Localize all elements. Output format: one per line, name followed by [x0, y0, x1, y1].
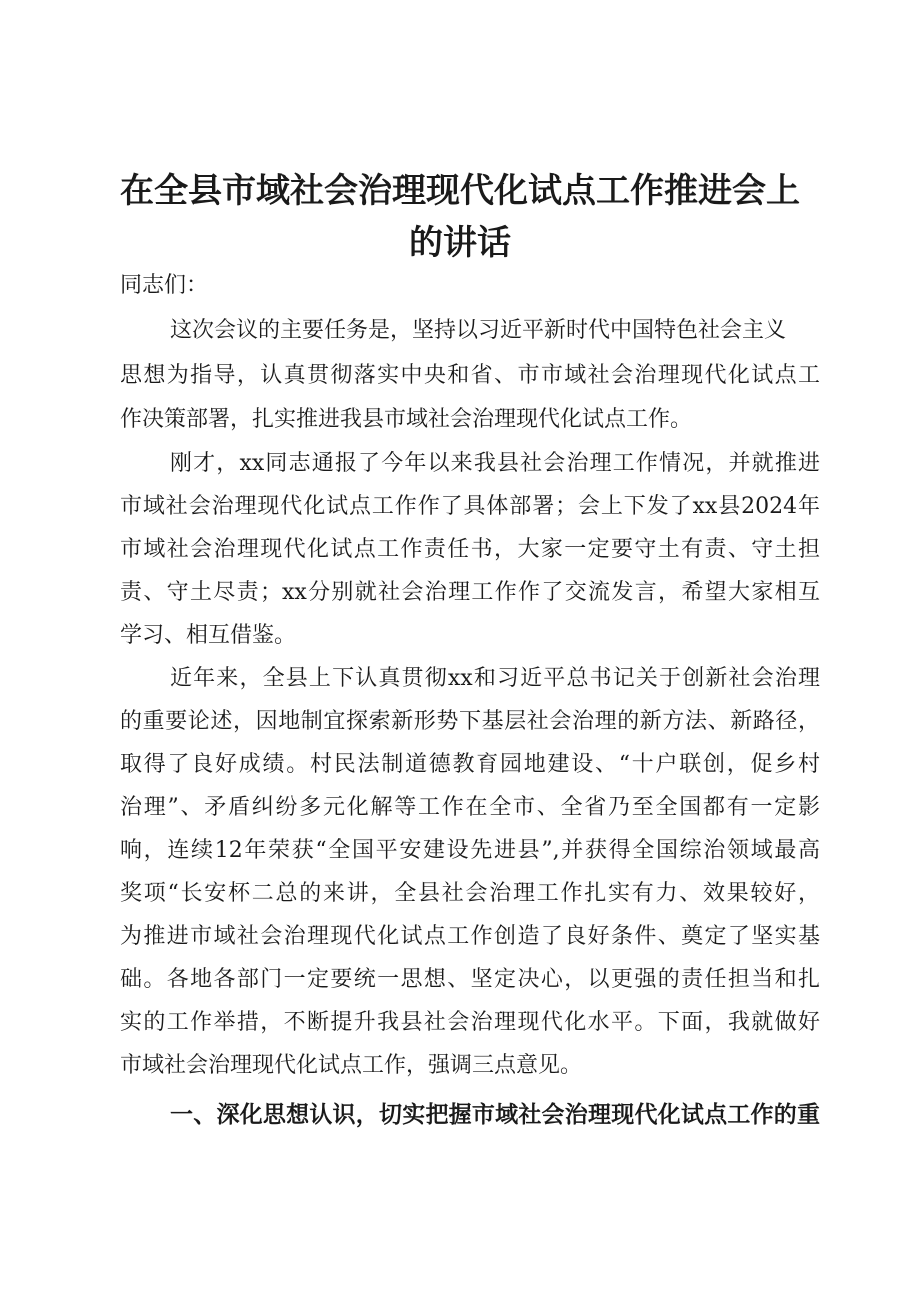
paragraph-3-line-9: 实的工作举措，不断提升我县社会治理现代化水平。下面，我就做好: [120, 1010, 820, 1035]
paragraph-2-line-3: 市域社会治理现代化试点工作责任书，大家一定要守土有责、守土担: [120, 537, 820, 562]
paragraph-3-line-2: 的重要论述，因地制宜探索新形势下基层社会治理的新方法、新路径，: [120, 709, 820, 734]
paragraph-2-line-1: 刚才，xx同志通报了今年以来我县社会治理工作情况，并就推进: [170, 451, 820, 476]
paragraph-1-line-3: 作决策部署，扎实推进我县市域社会治理现代化试点工作。: [120, 407, 693, 432]
paragraph-2-line-5: 学习、相互借鉴。: [120, 623, 297, 648]
paragraph-3-line-1: 近年来，全县上下认真贯彻xx和习近平总书记关于创新社会治理: [170, 666, 820, 691]
salutation: 同志们：: [120, 273, 209, 298]
paragraph-1-line-1: 这次会议的主要任务是，坚持以习近平新时代中国特色社会主义: [170, 318, 787, 343]
document-title-line-1: 在全县市域社会治理现代化试点工作推进会上: [120, 171, 800, 211]
document-title-line-2: 的讲话: [409, 223, 511, 263]
paragraph-3-line-3: 取得了良好成绩。村民法制道德教育园地建设、“十户联创，促乡村: [120, 752, 820, 777]
paragraph-2-line-2: 市域社会治理现代化试点工作作了具体部署；会上下发了xx县2024年: [120, 494, 820, 519]
paragraph-3-line-6: 奖项“长安杯二总的来讲，全县社会治理工作扎实有力、效果较好，: [120, 881, 820, 906]
paragraph-3-line-5: 响，连续12年荣获“全国平安建设先进县”,并获得全国综治领域最高: [120, 838, 820, 863]
paragraph-3-line-7: 为推进市域社会治理现代化试点工作创造了良好条件、奠定了坚实基: [120, 924, 820, 949]
paragraph-1-line-2: 思想为指导，认真贯彻落实中央和省、市市域社会治理现代化试点工: [120, 363, 820, 388]
paragraph-2-line-4: 责、守土尽责；xx分别就社会治理工作作了交流发言，希望大家相互: [120, 580, 820, 605]
paragraph-3-line-4: 治理”、矛盾纠纷多元化解等工作在全市、全省乃至全国都有一定影: [120, 795, 820, 820]
paragraph-3-line-8: 础。各地各部门一定要统一思想、坚定决心，以更强的责任担当和扎: [120, 967, 820, 992]
section-heading: 一、深化思想认识，切实把握市域社会治理现代化试点工作的重: [170, 1102, 820, 1128]
paragraph-3-line-10: 市域社会治理现代化试点工作，强调三点意见。: [120, 1053, 583, 1078]
